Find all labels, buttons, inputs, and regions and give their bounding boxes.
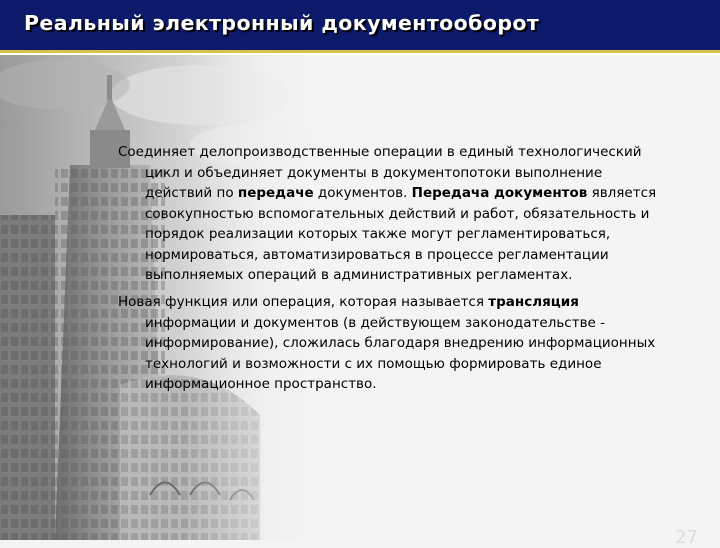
- title-bar: [0, 0, 720, 50]
- paragraph1-bold-2: Передача документов: [411, 185, 588, 201]
- slide-content: [0, 55, 720, 540]
- paragraph-document-flow: [118, 142, 663, 286]
- paragraph1-text-1: Соединяет делопроизводственные операции в единый технологический цикл и объединяет документы в документопотоки выполнение действий по: [118, 144, 642, 201]
- slide-title: Реальный электронный документооборот: [24, 11, 540, 35]
- slide-number: 27: [675, 527, 698, 548]
- paragraph-translation: [118, 292, 663, 395]
- paragraph1-text-3: является совокупностью вспомогательных действий и работ, обязательность и порядок реализации которых также могут регламентироваться, нормироваться, автоматизироваться в процессе регламентации выполняемых операций в административных регламентах.: [145, 185, 657, 283]
- paragraph2-bold-1: трансляция: [488, 294, 579, 310]
- paragraph2-text-2: информации и документов (в действующем законодательстве - информирование), сложилась благодаря внедрению информационных технологий и возможности с их помощью формировать единое информационное пространство.: [145, 314, 656, 392]
- paragraph1-text-2: документов.: [313, 185, 412, 201]
- paragraph2-text-1: Новая функция или операция, которая называется: [118, 294, 489, 310]
- paragraph1-bold-1: передаче: [237, 185, 314, 201]
